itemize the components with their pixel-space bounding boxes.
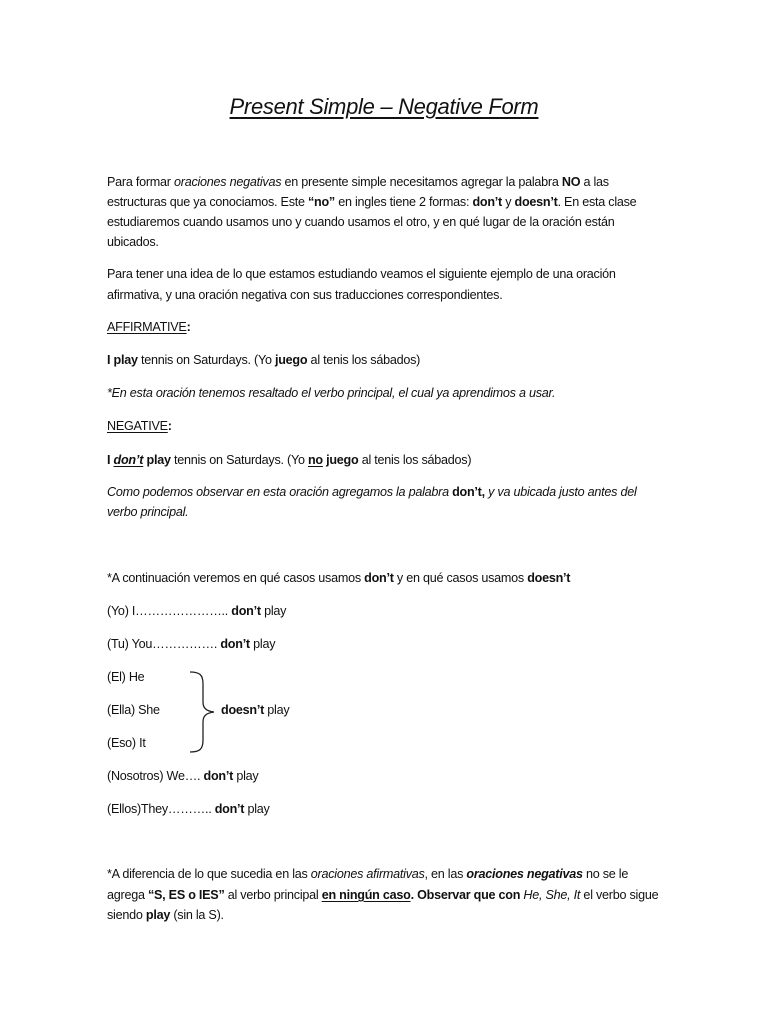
bold-text: don’t,	[452, 485, 485, 499]
text: a las	[580, 175, 609, 189]
text: play	[264, 703, 290, 717]
negative-example	[107, 452, 471, 468]
usage-row-yo	[107, 603, 286, 619]
text: play	[233, 769, 259, 783]
bold-text: don’t	[203, 769, 234, 783]
bold-text: don’t	[220, 637, 250, 651]
usage-intro	[107, 570, 570, 586]
bold-text: doesn’t	[514, 195, 558, 209]
bold-text: “no”	[308, 195, 335, 209]
text: al tenis los sábados)	[307, 353, 421, 367]
bold-text: “S, ES o IES”	[147, 888, 225, 902]
text: play	[260, 604, 287, 618]
bold-text: don’t	[364, 571, 394, 585]
text: tennis on Saturdays. (Yo	[137, 353, 275, 367]
text: *A diferencia de lo que sucedia en las	[107, 867, 311, 881]
bold-text: I play	[107, 353, 138, 367]
negative-note-line-2: verbo principal.	[107, 505, 189, 519]
text: :	[167, 419, 172, 433]
emphasis-text: oraciones negativas	[466, 867, 583, 881]
text: en ingles tiene 2 formas:	[334, 195, 473, 209]
text: y va ubicada justo antes del	[484, 485, 637, 499]
text: no se le	[582, 867, 629, 881]
text: al tenis los sábados)	[358, 453, 472, 467]
text: en presente simple necesitamos agregar la palabra	[281, 175, 562, 189]
text: play	[244, 802, 270, 816]
final-line-1	[107, 866, 628, 882]
text: y en qué casos usamos	[393, 571, 528, 585]
text: *A continuación veremos en qué casos usamos	[107, 571, 365, 585]
text: (Ellos)They………..	[107, 802, 215, 816]
intro-line-2	[107, 194, 636, 210]
emphasis-text: oraciones negativas	[174, 175, 282, 189]
para2-line-1: Para tener una idea de lo que estamos estudiando veamos el siguiente ejemplo de una oración	[107, 267, 616, 281]
section-label: AFFIRMATIVE	[107, 320, 187, 334]
final-line-3	[107, 907, 224, 923]
highlighted-word: don’t	[113, 453, 144, 467]
text: Para formar	[107, 175, 174, 189]
text: al verbo principal	[224, 888, 322, 902]
text: , en las	[424, 867, 467, 881]
doesnt-play-label	[221, 702, 289, 718]
usage-row-nosotros	[107, 768, 258, 784]
section-label: NEGATIVE	[107, 419, 168, 433]
bold-text: don’t	[472, 195, 502, 209]
bold-text: play	[145, 908, 171, 922]
bold-text: I	[107, 453, 114, 467]
text: siendo	[107, 908, 146, 922]
text: (sin la S).	[170, 908, 224, 922]
affirmative-heading	[107, 319, 191, 335]
para2-line-2: afirmativa, y una oración negativa con sus traducciones correspondientes.	[107, 288, 503, 302]
affirmative-note: *En esta oración tenemos resaltado el verbo principal, el cual ya aprendimos a usar.	[107, 386, 556, 400]
page-title: Present Simple – Negative Form	[229, 94, 539, 119]
text: play	[249, 637, 276, 651]
final-line-2	[107, 887, 658, 903]
highlighted-word: no	[307, 453, 323, 467]
text: (Nosotros) We….	[107, 769, 204, 783]
bold-text: juego	[274, 353, 308, 367]
negative-heading	[107, 418, 172, 434]
text: (Yo) I…………………..	[107, 604, 232, 618]
text: :	[186, 320, 191, 334]
bold-text: NO	[561, 175, 581, 189]
negative-note-line-1	[107, 484, 637, 500]
text: (Tu) You…………….	[107, 637, 221, 651]
usage-row-eso: (Eso) It	[107, 736, 146, 750]
emphasis-text: oraciones afirmativas	[310, 867, 425, 881]
bold-text: doesn’t	[527, 571, 571, 585]
emphasis-text: He, She, It	[523, 888, 581, 902]
usage-row-el: (El) He	[107, 670, 145, 684]
text: y	[501, 195, 515, 209]
text: Como podemos observar en esta oración agregamos la palabra	[107, 485, 453, 499]
bold-text: juego	[322, 453, 359, 467]
affirmative-example	[107, 352, 420, 368]
text: agrega	[107, 888, 148, 902]
bold-text: doesn’t	[221, 703, 265, 717]
bold-text: don’t	[214, 802, 245, 816]
usage-row-ellos	[107, 801, 270, 817]
bold-text: play	[143, 453, 171, 467]
bold-text: don’t	[231, 604, 261, 618]
curly-brace-icon	[186, 670, 220, 754]
text: . Observar que con	[410, 888, 524, 902]
intro-line-4: ubicados.	[107, 235, 159, 249]
text: el verbo sigue	[580, 888, 659, 902]
usage-row-tu	[107, 636, 275, 652]
highlighted-word: en ningún caso	[321, 888, 411, 902]
intro-line-3: estudiaremos cuando usamos uno y cuando usamos el otro, y en qué lugar de la oración están	[107, 215, 615, 229]
text: estructuras que ya conociamos. Este	[107, 195, 308, 209]
text: tennis on Saturdays. (Yo	[170, 453, 308, 467]
text: . En esta clase	[557, 195, 637, 209]
intro-line-1	[107, 174, 609, 190]
usage-row-ella: (Ella) She	[107, 703, 160, 717]
